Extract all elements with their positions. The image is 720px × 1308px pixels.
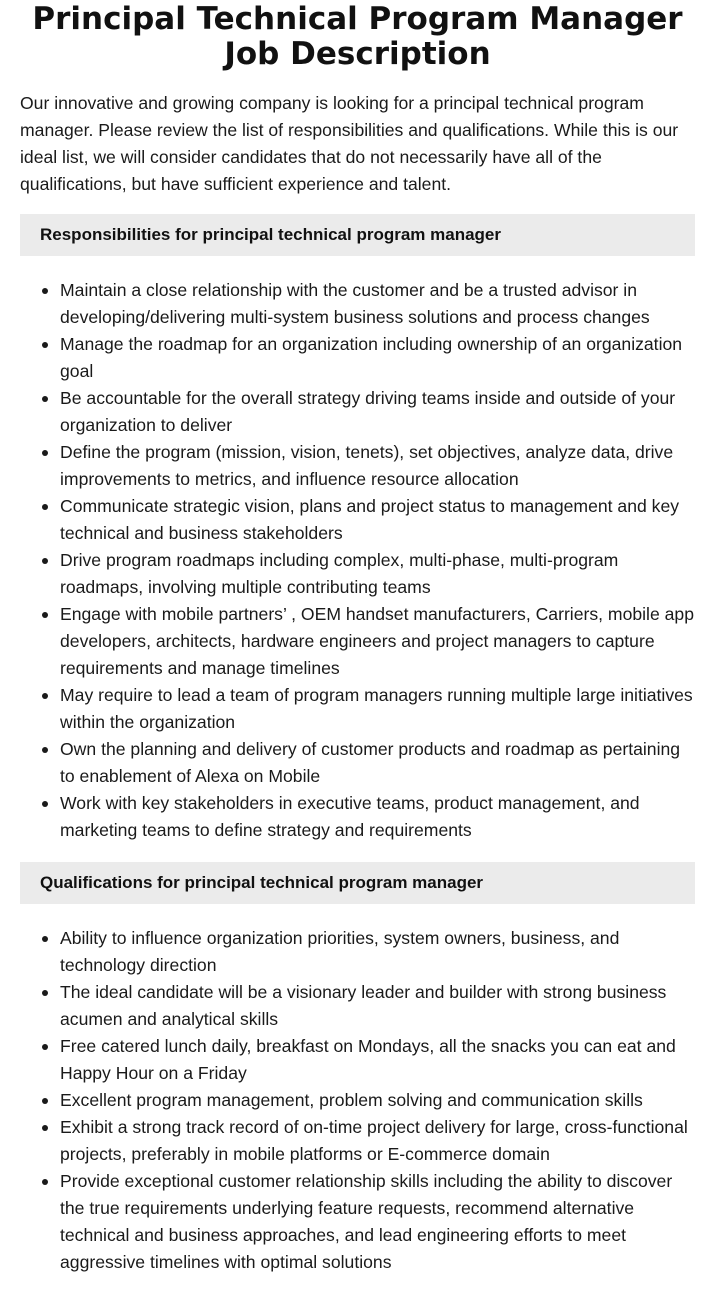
responsibilities-header	[20, 214, 695, 256]
qualifications-list	[20, 904, 695, 1276]
list-item: Manage the roadmap for an organization including ownership of an organization goal	[20, 331, 695, 385]
qualifications-header	[20, 862, 695, 904]
list-item: The ideal candidate will be a visionary leader and builder with strong business acumen and analytical skills	[20, 979, 695, 1033]
list-item: Engage with mobile partners’ , OEM handset manufacturers, Carriers, mobile app developers, architects, hardware engineers and project managers to capture requirements and manage timelines	[20, 601, 695, 682]
list-item: Communicate strategic vision, plans and project status to management and key technical and business stakeholders	[20, 493, 695, 547]
responsibilities-heading: Responsibilities for principal technical program manager	[40, 225, 502, 244]
list-item: Work with key stakeholders in executive teams, product management, and marketing teams to define strategy and requirements	[20, 790, 695, 844]
list-item: Drive program roadmaps including complex, multi-phase, multi-program roadmaps, involving multiple contributing teams	[20, 547, 695, 601]
list-item: Exhibit a strong track record of on-time project delivery for large, cross-functional projects, preferably in mobile platforms or E-commerce domain	[20, 1114, 695, 1168]
list-item: Ability to influence organization priorities, system owners, business, and technology direction	[20, 925, 695, 979]
responsibilities-list	[20, 256, 695, 844]
page-title: Principal Technical Program Manager Job Description	[32, 1, 683, 72]
list-item: Maintain a close relationship with the customer and be a trusted advisor in developing/delivering multi-system business solutions and process changes	[20, 277, 695, 331]
list-item: Own the planning and delivery of customer products and roadmap as pertaining to enablement of Alexa on Mobile	[20, 736, 695, 790]
list-item: Be accountable for the overall strategy driving teams inside and outside of your organization to deliver	[20, 385, 695, 439]
list-item: Free catered lunch daily, breakfast on Mondays, all the snacks you can eat and Happy Hour on a Friday	[20, 1033, 695, 1087]
list-item: May require to lead a team of program managers running multiple large initiatives within the organization	[20, 682, 695, 736]
list-item: Provide exceptional customer relationship skills including the ability to discover the true requirements underlying feature requests, recommend alternative technical and business approaches, and lead engineering efforts to meet aggressive timelines with optimal solutions	[20, 1168, 695, 1276]
qualifications-heading: Qualifications for principal technical program manager	[40, 873, 484, 892]
list-item: Excellent program management, problem solving and communication skills	[20, 1087, 695, 1114]
intro-paragraph: Our innovative and growing company is looking for a principal technical program manager. Please review the list of responsibilities and qualifications. While this is our ideal list, we will consider candidates that do not necessarily have all of the qualifications, but have sufficient experience and talent.	[20, 93, 679, 194]
list-item: Define the program (mission, vision, tenets), set objectives, analyze data, drive improvements to metrics, and influence resource allocation	[20, 439, 695, 493]
